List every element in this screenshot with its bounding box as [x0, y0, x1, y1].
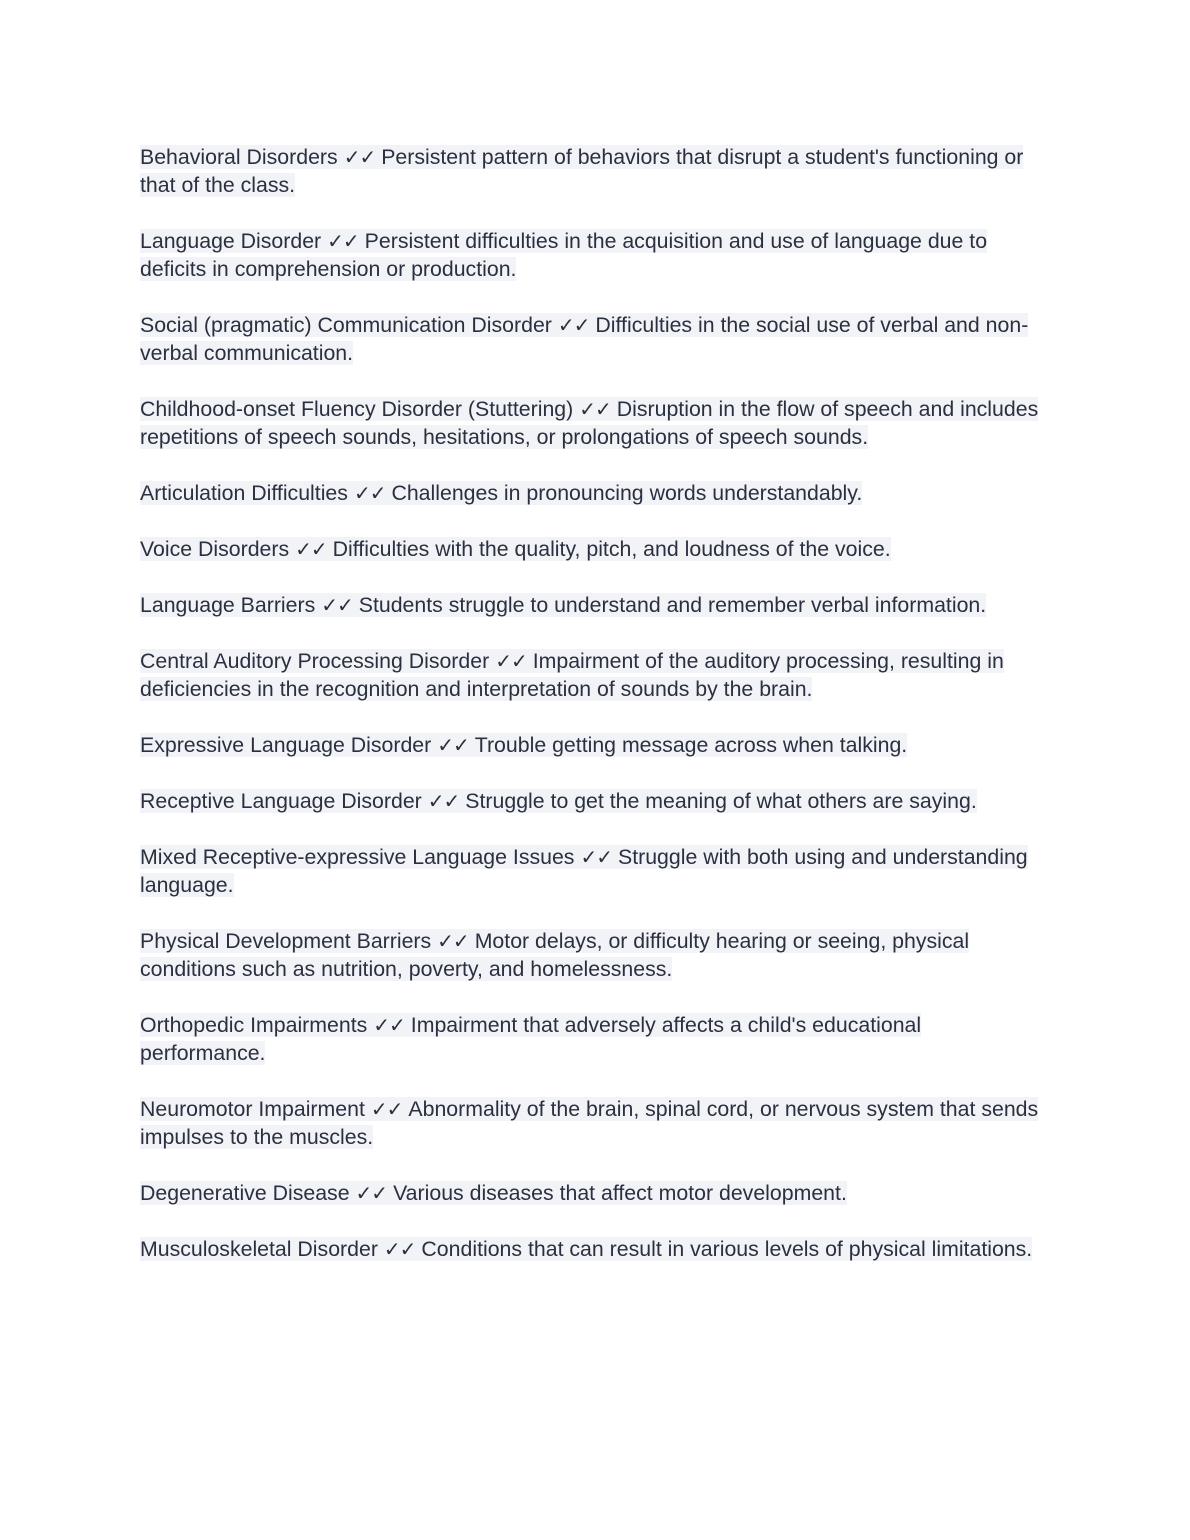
list-item: [140, 1235, 1050, 1263]
term: Articulation Difficulties: [140, 481, 348, 505]
definition: Challenges in pronouncing words understandably.: [391, 481, 863, 505]
list-item: [140, 731, 1050, 759]
double-check-icon: ✓✓: [437, 733, 469, 757]
flashcard-list: [140, 143, 1050, 1291]
term: Orthopedic Impairments: [140, 1013, 368, 1037]
term: Expressive Language Disorder: [140, 733, 432, 757]
definition: Various diseases that affect motor development.: [393, 1181, 847, 1205]
definition: Impairment that adversely affects a child's educational performance.: [140, 1013, 922, 1065]
definition: Persistent pattern of behaviors that disrupt a student's functioning or that of the class.: [140, 145, 1024, 197]
definition: Impairment of the auditory processing, resulting in deficiencies in the recognition and interpretation of sounds by the brain.: [140, 649, 1004, 701]
definition: Struggle to get the meaning of what others are saying.: [465, 789, 977, 813]
double-check-icon: ✓✓: [383, 1237, 416, 1261]
term: Musculoskeletal Disorder: [140, 1237, 378, 1261]
double-check-icon: ✓✓: [295, 537, 327, 561]
definition: Trouble getting message across when talking.: [474, 733, 908, 757]
term: Language Disorder: [140, 229, 322, 253]
definition: Disruption in the flow of speech and includes repetitions of speech sounds, hesitations, or prolongations of speech sounds.: [140, 397, 1039, 449]
definition: Struggle with both using and understanding language.: [140, 845, 1028, 897]
double-check-icon: ✓✓: [321, 593, 353, 617]
definition: Students struggle to understand and remember verbal information.: [358, 593, 987, 617]
term: Language Barriers: [140, 593, 316, 617]
term: Voice Disorders: [140, 537, 290, 561]
double-check-icon: ✓✓: [495, 649, 527, 673]
term: Physical Development Barriers: [140, 929, 432, 953]
double-check-icon: ✓✓: [580, 845, 612, 869]
double-check-icon: ✓✓: [327, 229, 359, 253]
definition: Motor delays, or difficulty hearing or seeing, physical conditions such as nutrition, poverty, and homelessness.: [140, 929, 970, 981]
list-item: [140, 1095, 1050, 1151]
term: Degenerative Disease: [140, 1181, 350, 1205]
list-item: [140, 143, 1050, 199]
double-check-icon: ✓✓: [579, 397, 611, 421]
term: Childhood-onset Fluency Disorder (Stuttering): [140, 397, 574, 421]
double-check-icon: ✓✓: [343, 145, 376, 169]
double-check-icon: ✓✓: [370, 1097, 403, 1121]
term: Mixed Receptive-expressive Language Issues: [140, 845, 575, 869]
double-check-icon: ✓✓: [373, 1013, 405, 1037]
definition: Difficulties with the quality, pitch, and loudness of the voice.: [332, 537, 891, 561]
list-item: [140, 311, 1050, 367]
double-check-icon: ✓✓: [355, 1181, 388, 1205]
term: Social (pragmatic) Communication Disorder: [140, 313, 552, 337]
double-check-icon: ✓✓: [353, 481, 386, 505]
list-item: [140, 227, 1050, 283]
term: Central Auditory Processing Disorder: [140, 649, 490, 673]
list-item: [140, 395, 1050, 451]
term: Behavioral Disorders: [140, 145, 338, 169]
definition: Conditions that can result in various levels of physical limitations.: [421, 1237, 1033, 1261]
definition: Difficulties in the social use of verbal and non-verbal communication.: [140, 313, 1029, 365]
list-item: [140, 591, 1050, 619]
double-check-icon: ✓✓: [427, 789, 460, 813]
list-item: [140, 535, 1050, 563]
list-item: [140, 787, 1050, 815]
double-check-icon: ✓✓: [557, 313, 590, 337]
double-check-icon: ✓✓: [437, 929, 469, 953]
list-item: [140, 843, 1050, 899]
definition: Persistent difficulties in the acquisition and use of language due to deficits in comprehension or production.: [140, 229, 988, 281]
list-item: [140, 1011, 1050, 1067]
list-item: [140, 927, 1050, 983]
term: Receptive Language Disorder: [140, 789, 422, 813]
list-item: [140, 647, 1050, 703]
list-item: [140, 479, 1050, 507]
term: Neuromotor Impairment: [140, 1097, 365, 1121]
definition: Abnormality of the brain, spinal cord, or nervous system that sends impulses to the muscles.: [140, 1097, 1039, 1149]
list-item: [140, 1179, 1050, 1207]
